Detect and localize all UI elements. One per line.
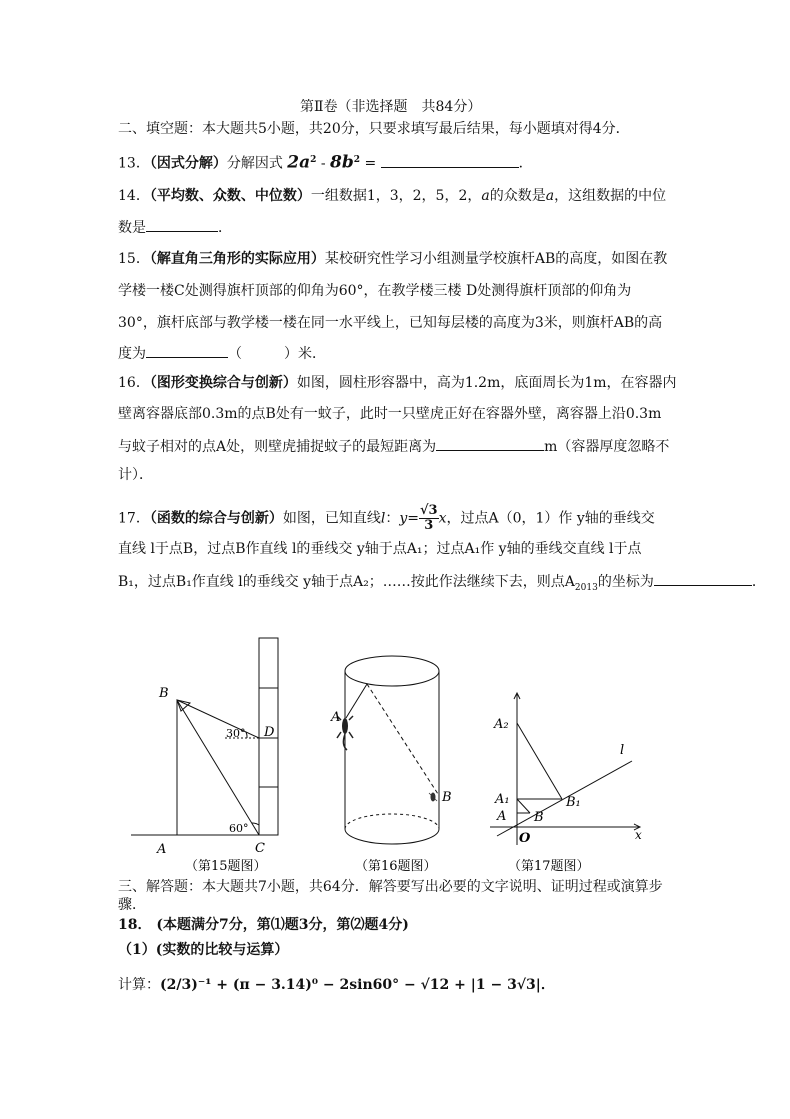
figure-15 — [131, 638, 278, 835]
question-16-line3: 与蚊子相对的点A处，则壁虎捕捉蚊子的最短距离为 m（容器厚度忽略不 — [118, 436, 669, 456]
question-13: 13．（因式分解）分解因式 $2a^2 - 8b^2$ = ． — [118, 152, 533, 173]
fig15-label-60: 60° — [229, 822, 249, 835]
question-16-line1: 16．（图形变换综合与创新）如图，圆柱形容器中，高为1.2m，底面周长为1m，在容器内 — [118, 375, 677, 391]
fig15-label-a: A — [157, 842, 167, 857]
fig16-path-outside — [346, 684, 367, 718]
fig15-label-30: 30° — [226, 727, 246, 740]
fig17-label-b1: B₁ — [566, 795, 581, 810]
fig17-label-l: l — [620, 743, 625, 758]
fig17-label-o: O — [519, 831, 531, 846]
q13-tag: （因式分解） — [149, 155, 227, 172]
section-title: 第Ⅱ卷（非选择题 共84分） — [300, 99, 482, 115]
fig17-label-a2: A₂ — [494, 717, 509, 732]
fig15-label-d: D — [264, 725, 275, 740]
fig15-line-bc — [177, 700, 259, 835]
question-17-line2: 直线 l于点B，过点B作直线 l的垂线交 y轴于点A₁；过点A₁作 y轴的垂线交直线 l于点 — [118, 541, 642, 557]
question-18-sub1: （1）(实数的比较与运算） — [118, 942, 289, 958]
mosquito-icon — [429, 793, 437, 801]
fig17-label-a1: A₁ — [495, 792, 510, 807]
question-15-line2: 学楼一楼C处测得旗杆顶部的仰角为60°，在教学楼三楼 D处测得旗杆顶部的仰角为 — [118, 283, 632, 299]
fig17-caption: （第17题图） — [508, 859, 590, 874]
fig17-label-x: x — [635, 828, 642, 842]
answer-header-line1: 三、解答题：本大题共7小题，共64分．解答要写出必要的文字说明、证明过程或演算步 — [118, 879, 663, 895]
fig15-angle-30-arc — [246, 732, 247, 738]
question-14-line2: 数是 ． — [118, 217, 232, 237]
q13-expr-a: 2a — [287, 152, 311, 173]
figure-17 — [490, 693, 640, 845]
fig16-bottom-back — [345, 814, 439, 829]
question-16-line2: 壁离容器底部0.3m的点B处有一蚊子，此时一只壁虎正好在容器外壁，离容器上沿0.3m — [118, 406, 662, 422]
fig17-label-a: A — [497, 809, 507, 824]
fig16-path-inside — [367, 684, 438, 794]
figure-16 — [345, 656, 439, 844]
answer-header-line2: 骤． — [118, 897, 146, 913]
question-17-line1: 17．（函数的综合与创新）如图，已知直线l：y= $\frac{√3}{3}$ x，过点A（0，1）作 y轴的垂线交 — [118, 503, 655, 533]
fig16-caption: （第16题图） — [355, 859, 437, 874]
fig16-bottom-front — [345, 829, 439, 844]
question-15-line3: 30°，旗杆底部与教学楼一楼在同一水平线上，已知每层楼的高度为3米，则旗杆AB的高 — [118, 315, 663, 331]
fig17-label-b: B — [534, 810, 544, 825]
fig16-label-a: A — [331, 710, 341, 725]
fig15-label-c: C — [255, 841, 265, 856]
question-18-calc: 计算：(2/3)⁻¹ + (π − 3.14)⁰ − 2sin60° − √12 + |1 − 3√3|． — [118, 977, 555, 993]
q18-expression: (2/3)⁻¹ + (π − 3.14)⁰ − 2sin60° − √12 + |1 − 3√3|． — [160, 977, 555, 993]
question-15-line1: 15．（解直角三角形的实际应用）某校研究性学习小组测量学校旗杆AB的高度，如图在教 — [118, 251, 668, 267]
q17-fraction: $\frac{√3}{3}$ — [419, 503, 438, 533]
question-18-title: 18． (本题满分7分，第⑴题3分，第⑵题4分) — [118, 917, 409, 933]
fig15-caption: （第15题图） — [185, 859, 267, 874]
question-17-line3: B₁，过点B₁作直线 l的垂线交 y轴于点A₂；……按此作法继续下去，则点$A_{2013}$的坐标为 ． — [118, 571, 766, 597]
fig16-top-ellipse — [345, 656, 439, 686]
fig15-label-b: B — [159, 686, 169, 701]
question-16-line4: 计）． — [118, 467, 153, 483]
fig15-line-bd — [177, 700, 259, 738]
fig16-label-b: B — [442, 790, 452, 805]
question-14-line1: 14．（平均数、众数、中位数）一组数据1，3，2，5，2，a的众数是a，这组数据的中位 — [118, 188, 667, 204]
question-15-line4: 度为 （ ）米． — [118, 343, 326, 363]
fill-in-header: 二、填空题：本大题共5小题，共20分，只要求填写最后结果，每小题填对得4分． — [118, 121, 630, 137]
q13-expr-b: 8b — [330, 152, 354, 173]
